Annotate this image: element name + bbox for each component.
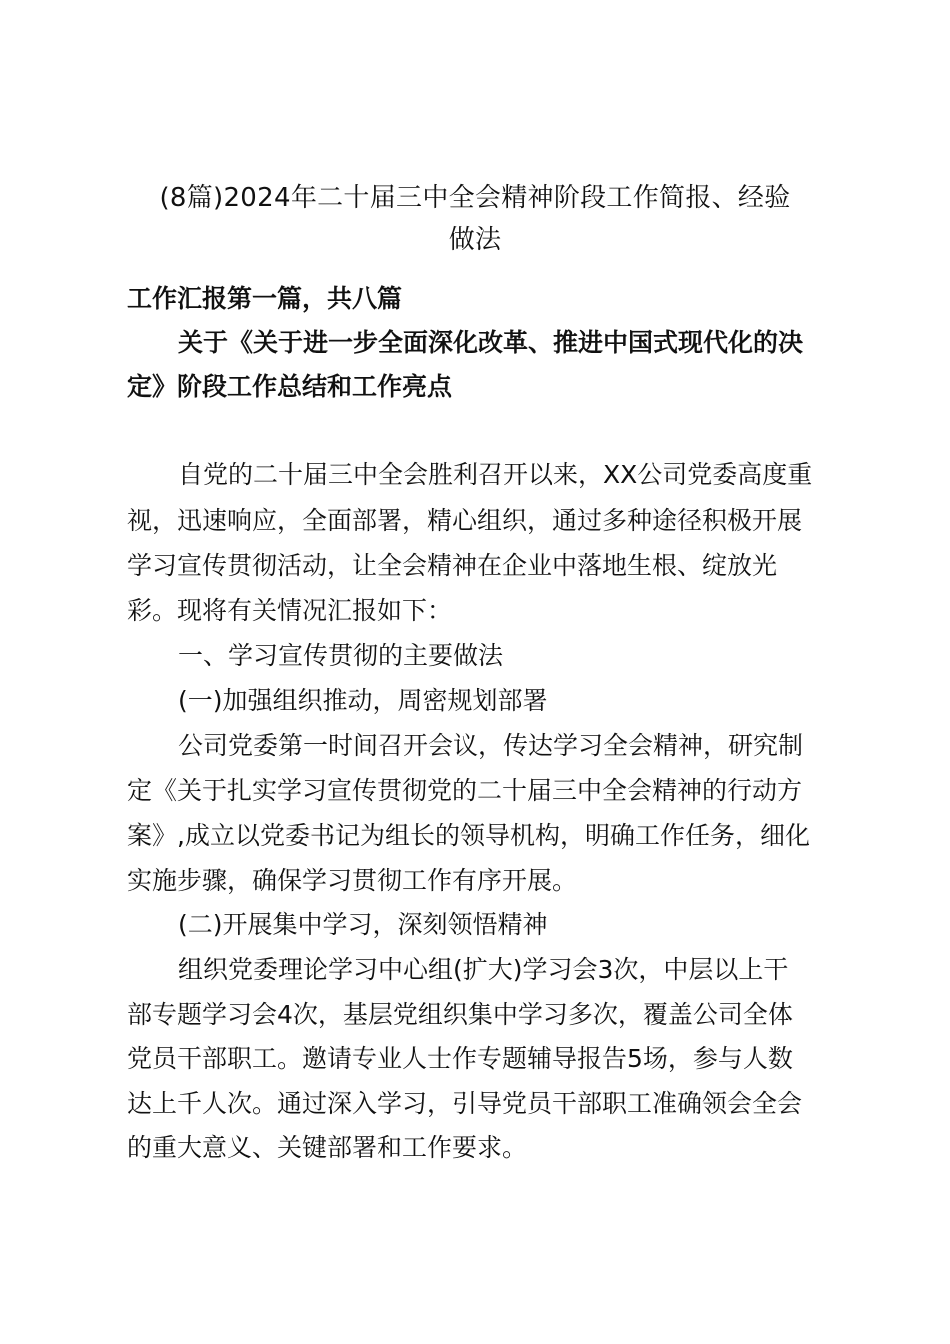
- paragraph-line: 学习宣传贯彻活动，让全会精神在企业中落地生根、绽放光: [127, 551, 778, 580]
- paragraph-line: 案》,成立以党委书记为组长的领导机构，明确工作任务，细化: [127, 821, 810, 850]
- topic-heading-line: 定》阶段工作总结和工作亮点: [127, 372, 453, 401]
- paragraph-line: 部专题学习会4次，基层党组织集中学习多次，覆盖公司全体: [127, 1000, 793, 1029]
- paragraph-line: 党员干部职工。邀请专业人士作专题辅导报告5场，参与人数: [127, 1044, 793, 1073]
- subsection-heading: (二)开展集中学习，深刻领悟精神: [178, 910, 548, 939]
- paragraph-line: 实施步骤，确保学习贯彻工作有序开展。: [127, 866, 578, 895]
- paragraph-line: 达上千人次。通过深入学习，引导党员干部职工准确领会全会: [127, 1089, 803, 1118]
- report-topic-heading: [127, 321, 837, 409]
- paragraph-line: 定《关于扎实学习宣传贯彻党的二十届三中全会精神的行动方: [127, 776, 803, 805]
- paragraph-line: 视，迅速响应，全面部署，精心组织，通过多种途径积极开展: [127, 506, 803, 535]
- section-heading: 一、学习宣传贯彻的主要做法: [178, 641, 504, 670]
- paragraph-line: 的重大意义、关键部署和工作要求。: [127, 1133, 528, 1162]
- paragraph-line: 自党的二十届三中全会胜利召开以来，XX公司党委高度重: [178, 460, 813, 489]
- title-line: (8篇)2024年二十届三中全会精神阶段工作简报、经验: [159, 183, 791, 213]
- paragraph-line: 组织党委理论学习中心组(扩大)学习会3次，中层以上干: [178, 955, 789, 984]
- topic-heading-line: 关于《关于进一步全面深化改革、推进中国式现代化的决: [178, 328, 804, 357]
- document-title: [110, 177, 840, 261]
- report-subheading: 工作汇报第一篇，共八篇: [127, 284, 403, 313]
- paragraph-line: 公司党委第一时间召开会议，传达学习全会精神，研究制: [178, 731, 804, 760]
- paragraph-line: 彩。现将有关情况汇报如下：: [127, 596, 453, 625]
- subsection-heading: (一)加强组织推动，周密规划部署: [178, 686, 548, 715]
- title-line: 做法: [448, 225, 502, 255]
